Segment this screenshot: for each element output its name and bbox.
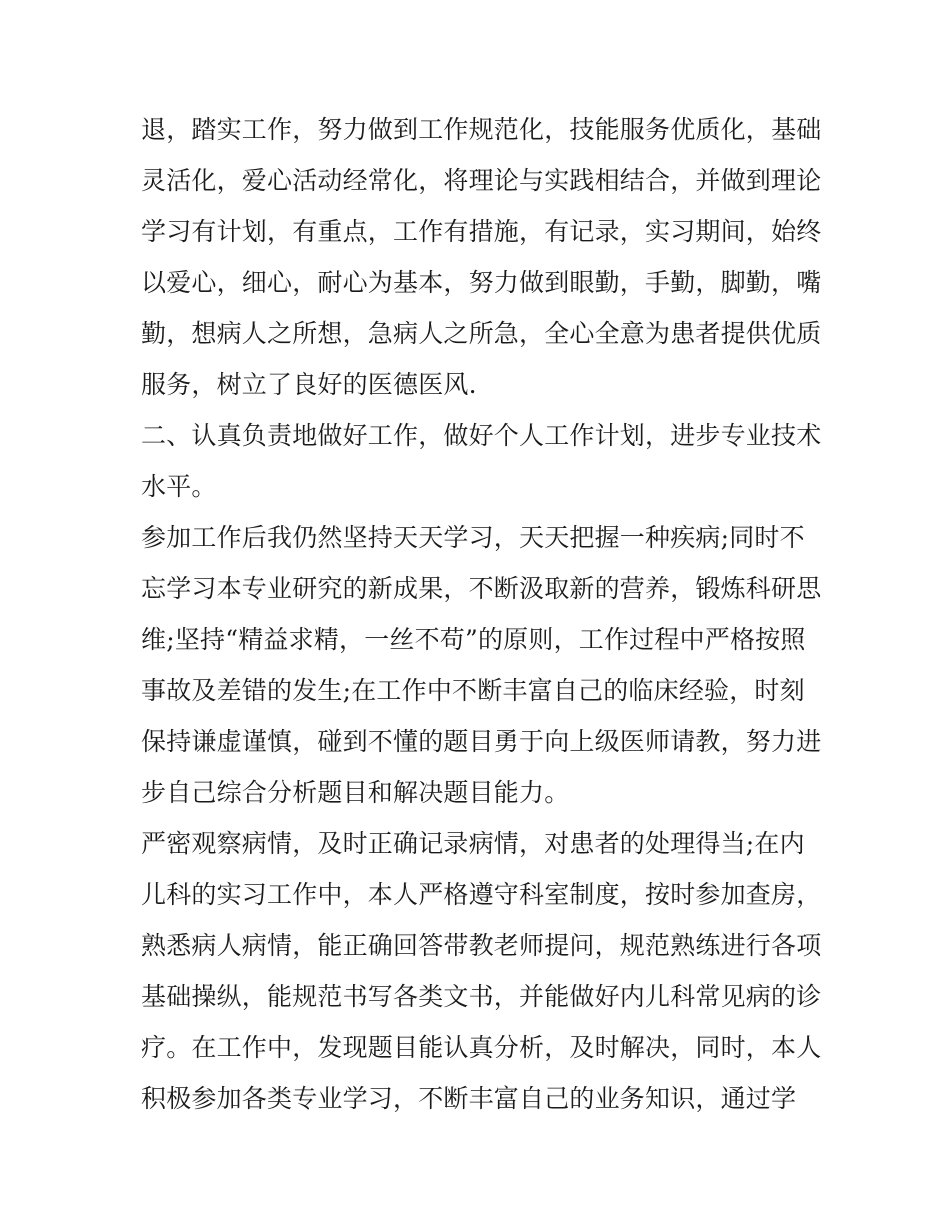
text-line: 步自己综合分析题目和解决题目能力。 bbox=[141, 778, 570, 807]
text-line: 勤，想病人之所想，急病人之所急，全心全意为患者提供优质 bbox=[141, 319, 822, 348]
text-line: 严密观察病情，及时正确记录病情，对患者的处理得当;在内 bbox=[141, 829, 805, 858]
text-line: 事故及差错的发生;在工作中不断丰富自己的临床经验，时刻 bbox=[141, 676, 805, 705]
text-line: 灵活化，爱心活动经常化，将理论与实践相结合，并做到理论 bbox=[141, 166, 822, 195]
text-line: 学习有计划，有重点，工作有措施，有记录，实习期间，始终 bbox=[141, 217, 822, 246]
text-line: 儿科的实习工作中，本人严格遵守科室制度，按时参加查房， bbox=[141, 880, 822, 909]
text-line: 疗。在工作中，发现题目能认真分析，及时解决，同时，本人 bbox=[141, 1033, 822, 1062]
text-line: 维;坚持“精益求精，一丝不苟”的原则，工作过程中严格按照 bbox=[141, 625, 806, 654]
text-line: 保持谦虚谨慎，碰到不懂的题目勇于向上级医师请教，努力进 bbox=[141, 727, 822, 756]
section-heading-continued: 水平。 bbox=[141, 472, 217, 501]
text-line: 以爱心，细心，耐心为基本，努力做到眼勤，手勤，脚勤，嘴 bbox=[141, 268, 822, 297]
text-line: 参加工作后我仍然坚持天天学习，天天把握一种疾病;同时不 bbox=[141, 523, 805, 552]
text-line: 服务，树立了良好的医德医风. bbox=[141, 370, 477, 399]
text-line: 熟悉病人病情，能正确回答带教老师提问，规范熟练进行各项 bbox=[141, 931, 822, 960]
text-line: 退，踏实工作，努力做到工作规范化，技能服务优质化，基础 bbox=[141, 115, 822, 144]
text-line: 忘学习本专业研究的新成果，不断汲取新的营养，锻炼科研思 bbox=[141, 574, 822, 603]
section-heading: 二、认真负责地做好工作，做好个人工作计划，进步专业技术 bbox=[141, 421, 822, 450]
text-line: 基础操纵，能规范书写各类文书，并能做好内儿科常见病的诊 bbox=[141, 982, 822, 1011]
text-line: 积极参加各类专业学习，不断丰富自己的业务知识，通过学 bbox=[141, 1084, 797, 1113]
